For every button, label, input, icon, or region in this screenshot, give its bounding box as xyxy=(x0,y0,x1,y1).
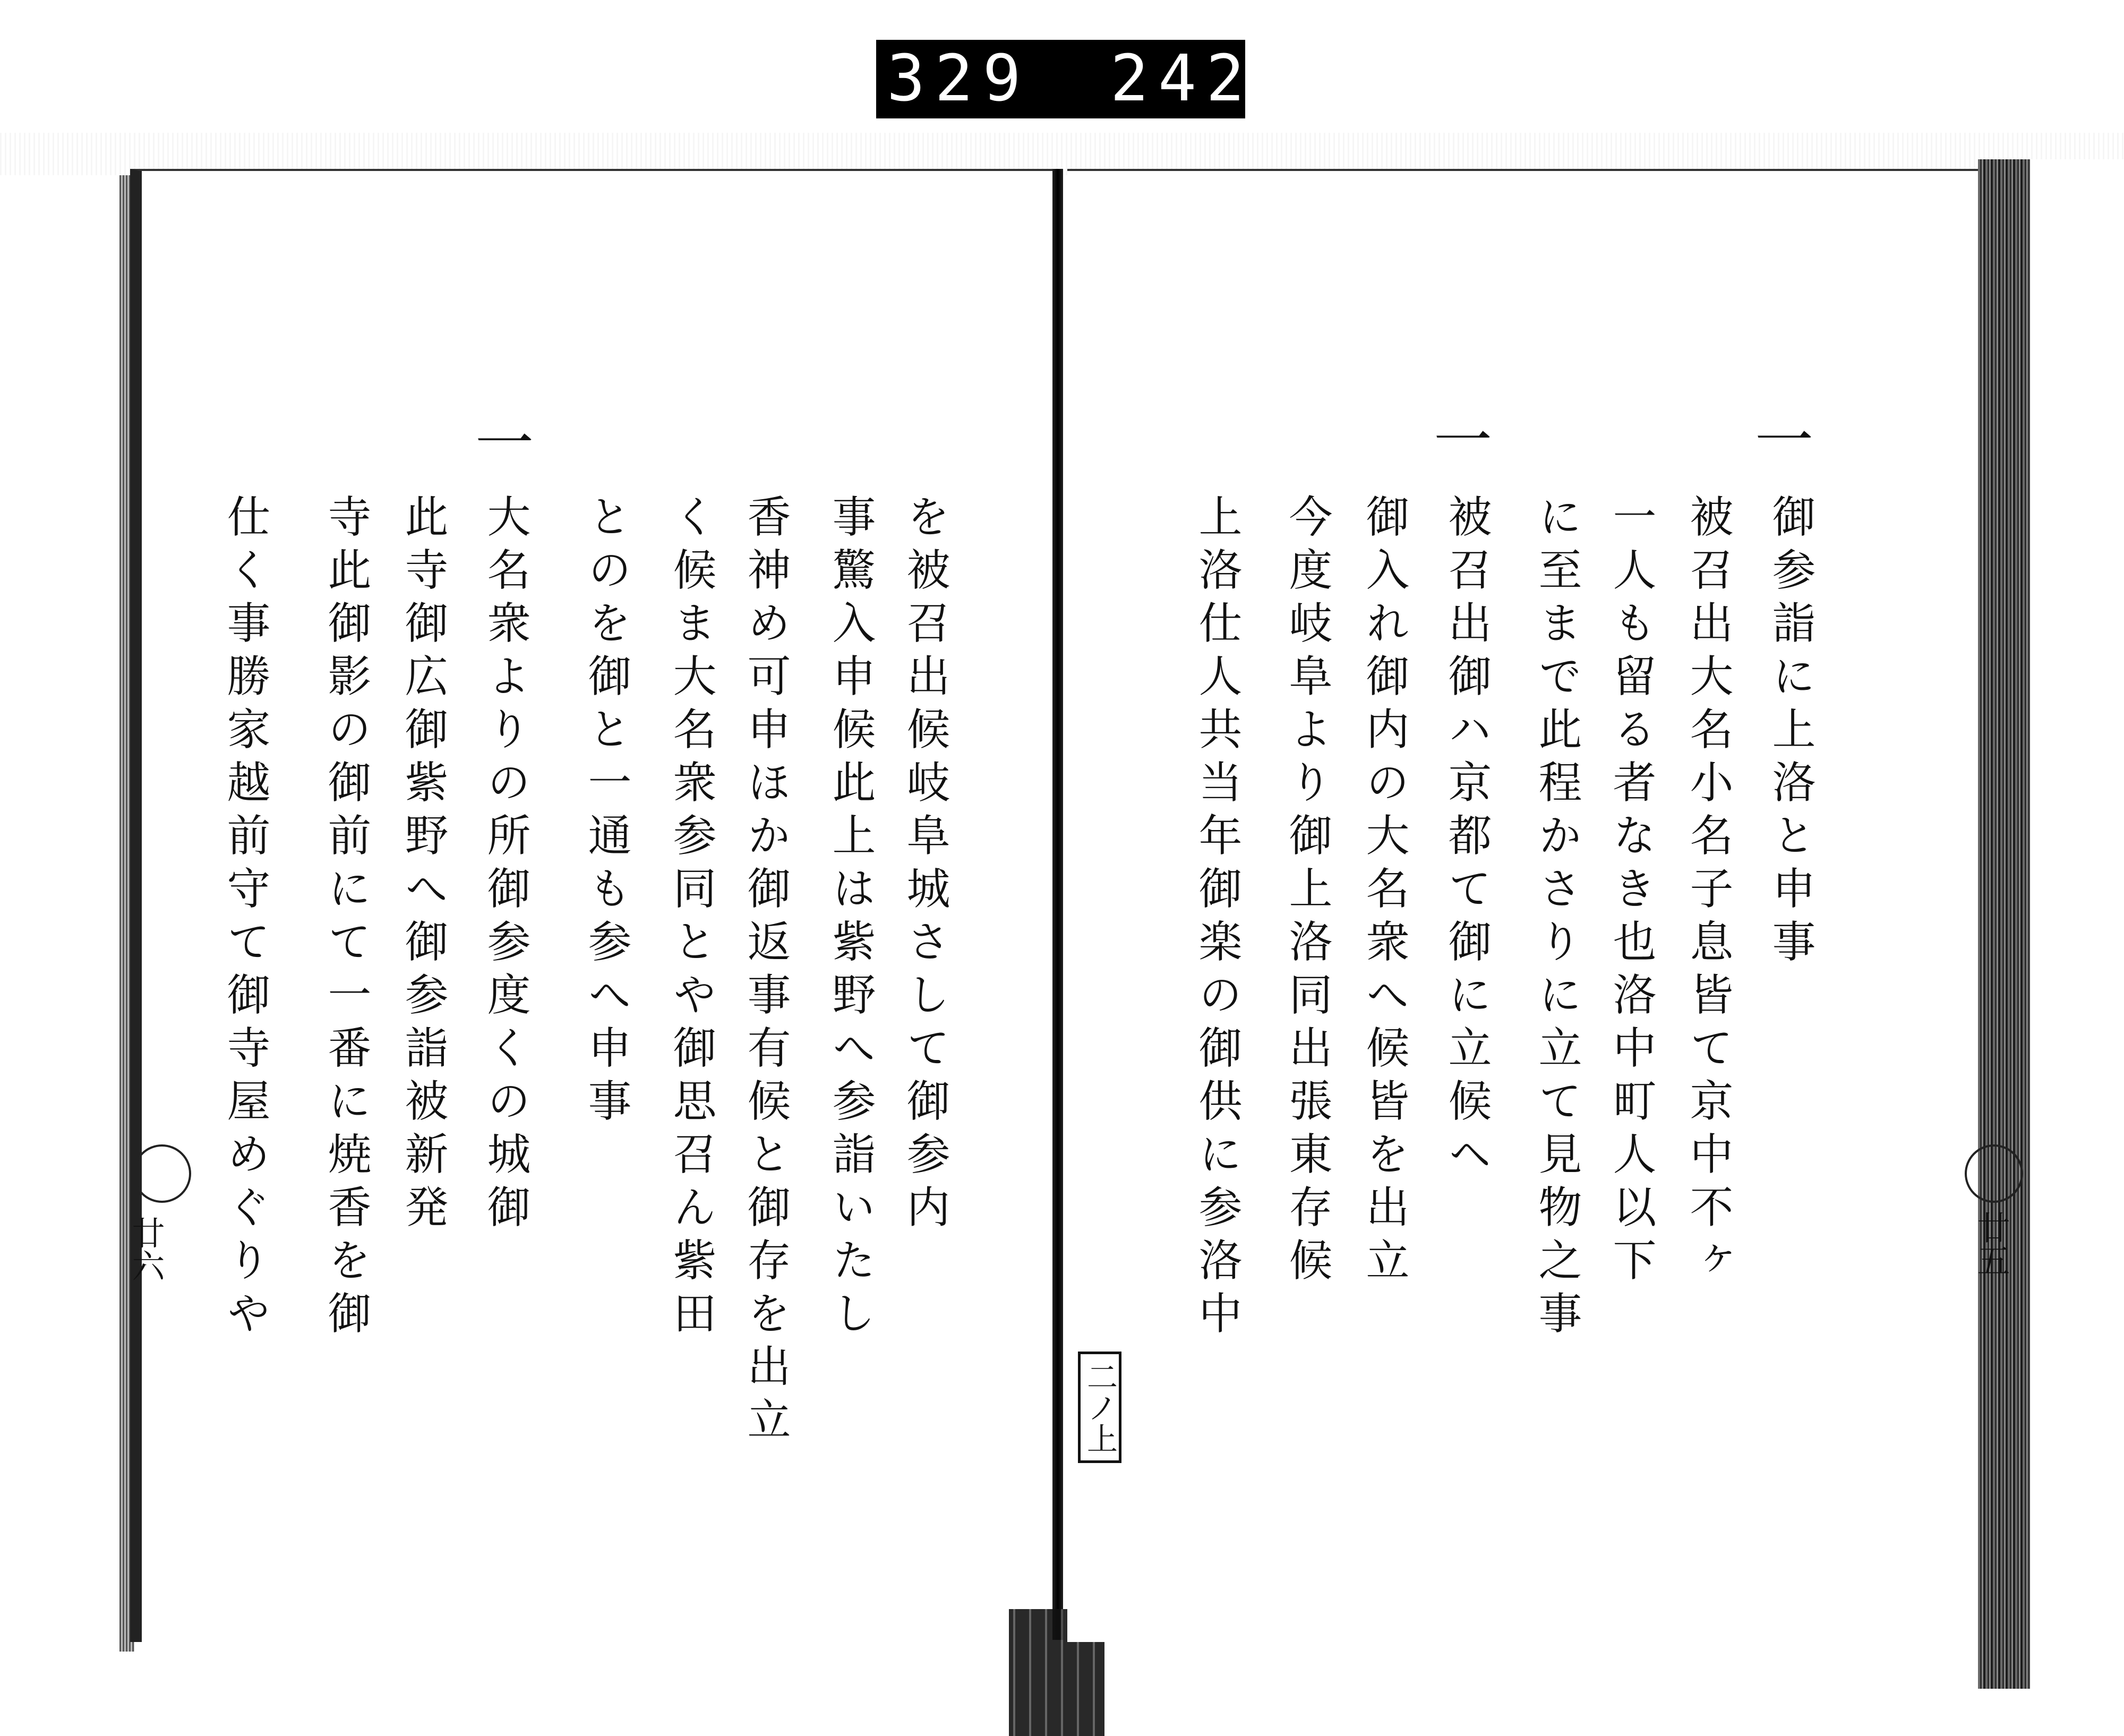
left-line-4: く候ま大名衆参同とや御思召ん紫田 xyxy=(666,494,716,1344)
ichi-mark-right-1: 一 xyxy=(1755,407,1813,475)
book-spine xyxy=(1052,169,1063,1640)
right-line-6: 御入れ御内の大名衆へ候皆を出立 xyxy=(1359,494,1409,1290)
right-line-5: 被召出御ハ京都て御に立候ヘ xyxy=(1441,494,1492,1184)
left-line-2: 事驚入申候此上は紫野へ参詣いたし xyxy=(825,494,876,1344)
left-line-9: 仕く事勝家越前守て御寺屋めぐりや xyxy=(220,494,270,1344)
right-line-3: 一人も留る者なき也洛中町人以下 xyxy=(1606,494,1656,1290)
section-stamp: 二ノ上 xyxy=(1078,1352,1121,1463)
right-line-1: 御参詣に上洛と申事 xyxy=(1765,494,1815,972)
right-line-4: に至まで此程かさりに立て見物之事 xyxy=(1531,494,1582,1344)
ichi-mark-left: 一 xyxy=(475,409,534,477)
left-line-1: を被召出候岐阜城さして御参内 xyxy=(900,494,950,1237)
total-number: 242. xyxy=(1110,42,1302,116)
binding-hole-left xyxy=(133,1144,191,1203)
binding-hole-right xyxy=(1965,1144,2023,1203)
left-line-6: 大名衆よりの所御参度くの城御 xyxy=(480,494,530,1237)
right-line-2: 被召出大名小名子息皆て京中不ヶ xyxy=(1683,494,1733,1290)
right-line-7: 今度岐阜より御上洛同出張東存候 xyxy=(1282,494,1332,1290)
left-page-number: 廿六 xyxy=(126,1216,165,1282)
scanner-margin xyxy=(2028,159,2124,1689)
right-page-number: 廿五 xyxy=(1972,1211,2010,1277)
frame-number: 329 xyxy=(887,42,1031,116)
left-line-7: 此寺御広御紫野へ御参詣被新発 xyxy=(398,494,448,1237)
right-page-edge xyxy=(1978,159,2028,1689)
left-line-3: 香神め可申ほか御返事有候と御存を出立 xyxy=(740,494,791,1450)
right-line-8: 上洛仕人共当年御楽の御供に参洛中 xyxy=(1192,494,1242,1344)
left-line-8: 寺此御影の御前にて一番に焼香を御 xyxy=(321,494,371,1344)
frame-counter-label xyxy=(876,40,1302,118)
left-line-5: とのを御と一通も参へ申事 xyxy=(581,494,631,1131)
ichi-mark-right-2: 一 xyxy=(1434,407,1492,475)
